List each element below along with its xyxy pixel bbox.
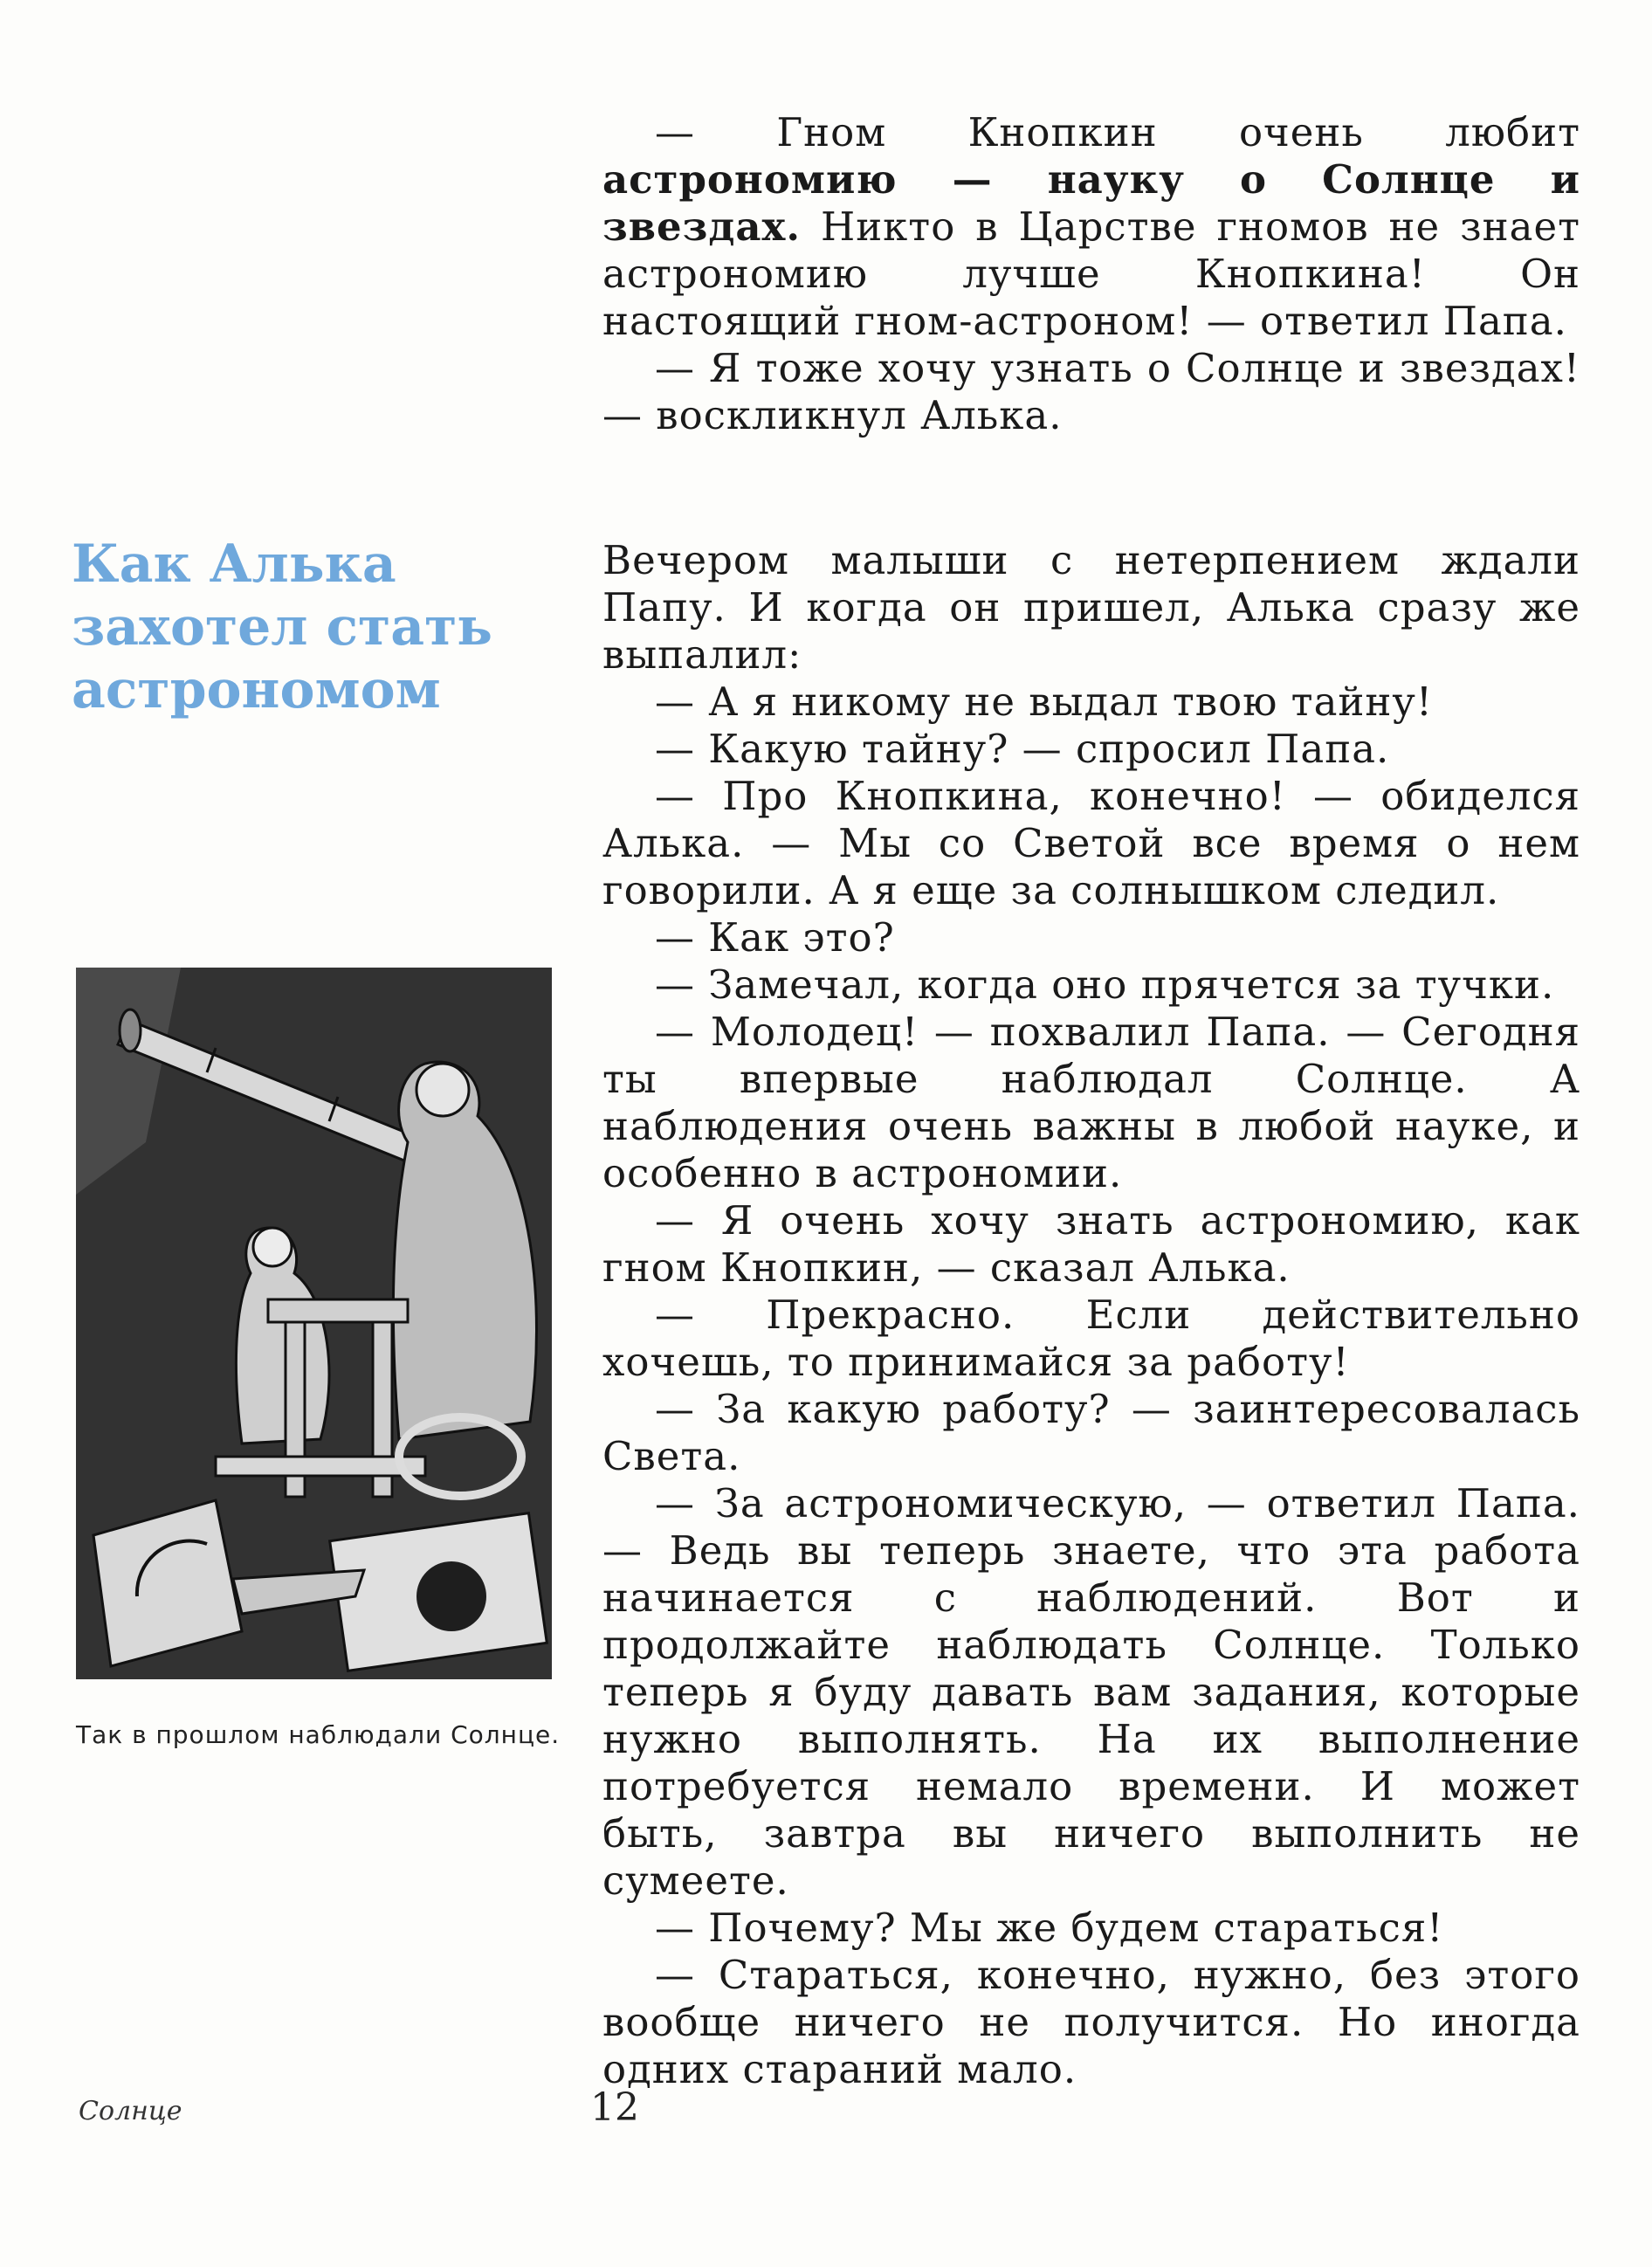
section-paragraph-6: — Замечал, когда оно прячется за тучки.	[655, 961, 1555, 1008]
section-heading-line-2: захотел стать	[72, 596, 492, 658]
section-paragraph-9: — Прекрасно. Если действительно хочешь, то принимайся за работу!	[602, 1292, 1580, 1385]
child-observer-head	[253, 1228, 292, 1266]
section-paragraph-2: — А я никому не выдал твою тайну!	[655, 679, 1433, 725]
section-paragraph-13: — Стараться, конечно, нужно, без этого вообще ничего не получится. Но иногда одних стараний мало.	[602, 1952, 1580, 2092]
telescope-engraving-illustration	[76, 968, 552, 1679]
engraving-svg	[76, 968, 552, 1679]
section-paragraph-1: Вечером малыши с нетерпением ждали Папу. И когда он пришел, Алька сразу же выпалил:	[602, 537, 1580, 678]
telescope-lens	[120, 1009, 141, 1051]
section-paragraph-10: — За какую работу? — заинтересовалась Света.	[602, 1386, 1580, 1479]
intro-paragraph-1	[602, 109, 1580, 345]
intro-paragraph-1-bold: астрономию — науку о Солнце и звездах.	[602, 156, 1580, 250]
section-paragraph-12: — Почему? Мы же будем стараться!	[655, 1905, 1444, 1951]
section-paragraph-5: — Как это?	[655, 914, 895, 961]
telescope-stand-top	[268, 1299, 408, 1322]
standing-observer-head	[416, 1064, 469, 1116]
section-paragraph-3: — Какую тайну? — спросил Папа.	[655, 726, 1390, 772]
bench-top	[216, 1457, 425, 1476]
intro-paragraph-1-part-b: Никто в Царстве гномов не знает астрономию лучше Кнопкина! Он настоящий гном-астроном! — ответил Папа.	[602, 203, 1580, 344]
intro-paragraph-1-part-a: — Гном Кнопкин очень любит	[655, 109, 1580, 155]
page-number: 12	[590, 2085, 639, 2130]
figure-caption: Так в прошлом наблюдали Солнце.	[76, 1720, 561, 1749]
intro-paragraph-2: — Я тоже хочу узнать о Солнце и звездах! — воскликнул Алька.	[602, 345, 1580, 438]
running-footer-section-name: Солнце	[79, 2096, 182, 2126]
floor-box-aperture	[416, 1561, 486, 1631]
section-heading-line-3: астрономом	[72, 659, 441, 720]
section-paragraph-11: — За астрономическую, — ответил Папа. — Ведь вы теперь знаете, что эта работа начинается с наблюдений. Вот и продолжайте наблюдать Солнце. Только теперь я буду давать вам задания, которые нужно выполнять. На их выполнение потребуется немало времени. И может быть, завтра вы ничего выполнить не сумеете.	[602, 1480, 1580, 1904]
intro-text-block	[602, 109, 1580, 439]
section-paragraph-8: — Я очень хочу знать астрономию, как гном Кнопкин, — сказал Алька.	[602, 1197, 1580, 1291]
section-heading-line-1: Как Алька	[72, 534, 396, 595]
section-paragraph-7: — Молодец! — похвалил Папа. — Сегодня ты впервые наблюдал Солнце. А наблюдения очень важны в любой науке, и особенно в астрономии.	[602, 1009, 1580, 1196]
section-text-block	[602, 537, 1580, 2093]
section-heading	[72, 533, 561, 721]
section-paragraph-4: — Про Кнопкина, конечно! — обиделся Алька. — Мы со Светой все время о нем говорили. А я еще за солнышком следил.	[602, 773, 1580, 913]
